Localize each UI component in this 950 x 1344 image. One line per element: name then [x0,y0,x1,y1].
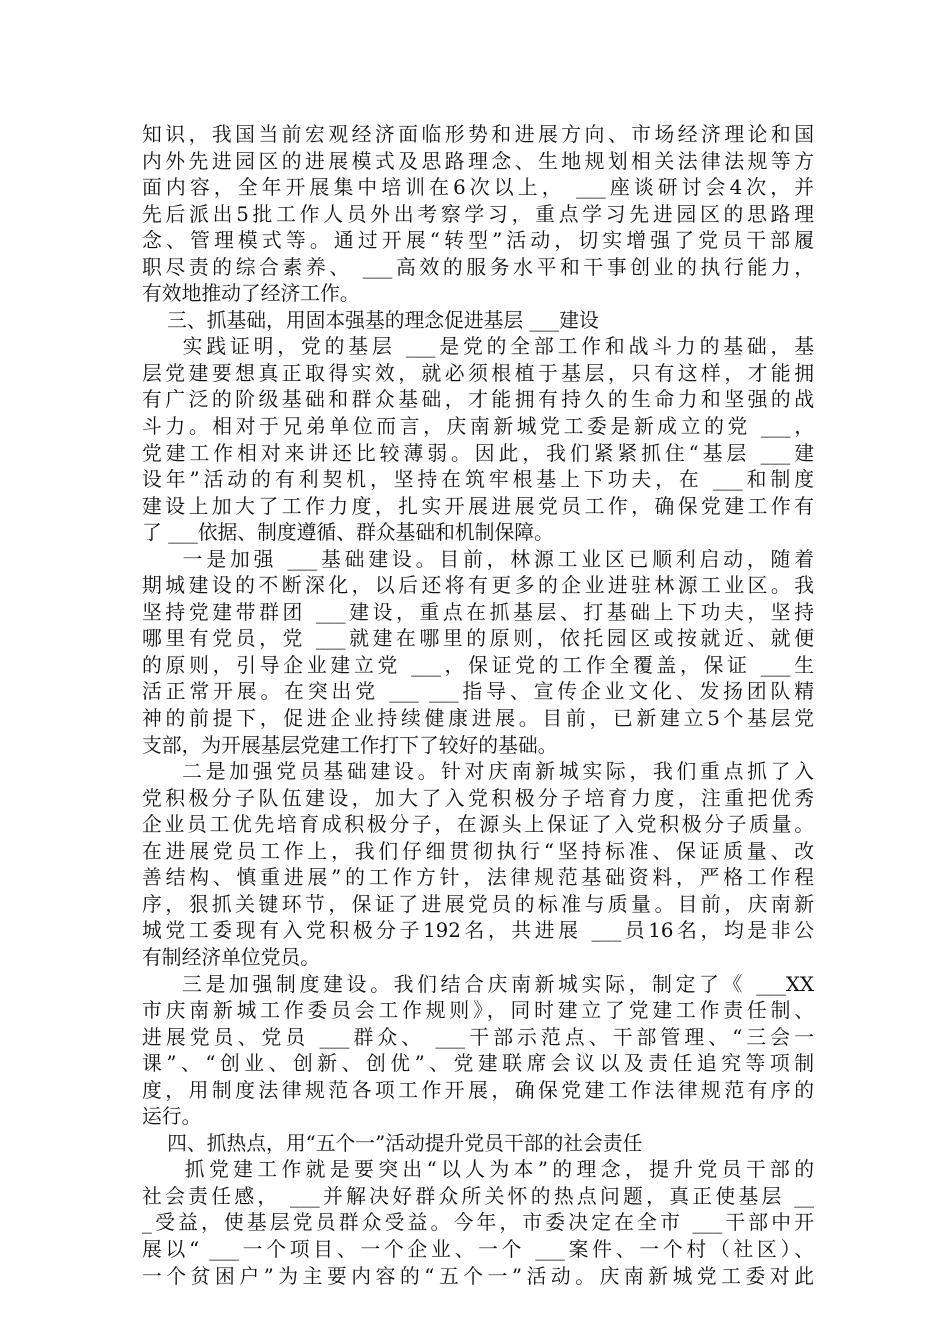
text-line: 先后派出5批工作人员外出考察学习，重点学习先进园区的思路理 [142,202,814,226]
text-line: 社会责任感， ___并解决好群众所关怀的热点问题，真正使基层 __ [142,1184,814,1208]
text-line: 有效地推动了经济工作。 [142,282,360,306]
text-line: 内外先进园区的进展模式及思路理念、生地规划相关法律法规等方 [142,149,814,173]
text-line: 一是加强 ___基础建设。目前，林源工业区已顺利启动，随着 [142,547,814,571]
text-line: 职尽责的综合素养、 ___高效的服务水平和干事创业的执行能力， [142,255,814,279]
text-line: 设年”活动的有利契机，坚持在筑牢根基上下功夫，在 ___和制度 [142,468,814,492]
text-line: 二是加强党员基础建设。针对庆南新城实际，我们重点抓了入 [142,760,814,784]
text-line: 有制经济单位党员。 [142,945,321,969]
text-line: 念、管理模式等。通过开展“转型”活动，切实增强了党员干部履 [142,229,814,253]
text-line: 建设上加大了工作力度，扎实开展进展党员工作，确保党建工作有 [142,494,814,518]
text-line: 有广泛的阶级基础和群众基础，才能拥有持久的生命力和坚强的战 [142,388,814,412]
text-line: 了 ___依据、制度遵循、群众基础和机制保障。 [142,521,554,545]
text-line: 善结构、慎重进展”的工作方针，法律规范基础资料，严格工作程 [142,866,814,890]
text-line: 党建工作相对来讲还比较薄弱。因此，我们紧紧抓住“基层 ___建 [142,441,814,465]
text-line: 党积极分子队伍建设，加大了入党积极分子培育力度，注重把优秀 [142,786,814,810]
text-line: 在进展党员工作上，我们仔细贯彻执行“坚持标准、保证质量、改 [142,839,814,863]
section-heading: 四、抓热点，用“五个一”活动提升党员干部的社会责任 [142,1131,643,1155]
text-line: _受益，使基层党员群众受益。今年，市委决定在全市 ___干部中开 [142,1211,814,1235]
text-line: 活正常开展。在突出党 ___ ___指导、宣传企业文化、发扬团队精 [142,680,814,704]
text-line: 三是加强制度建设。我们结合庆南新城实际，制定了《 ___XX [142,972,814,996]
text-line: 知识，我国当前宏观经济面临形势和进展方向、市场经济理论和国 [142,123,814,146]
text-line: 市庆南新城工作委员会工作规则》，同时建立了党建工作责任制、 [142,999,814,1023]
text-line: 抓党建工作就是要突出“以人为本”的理念，提升党员干部的 [142,1158,814,1182]
text-line: 层党建要想真正取得实效，就必须根植于基层，只有这样，才能拥 [142,361,814,385]
text-line: 的原则，引导企业建立党 ___，保证党的工作全覆盖，保证 ___生 [142,653,814,677]
text-line: 哪里有党员，党 ___就建在哪里的原则，依托园区或按就近、就便 [142,627,814,651]
text-line: 实践证明，党的基层 ___是党的全部工作和战斗力的基础，基 [142,335,814,359]
text-line: 企业员工优先培育成积极分子，在源头上保证了入党积极分子质量。 [142,813,814,837]
document-page [142,122,814,1290]
text-line: 支部，为开展基层党建工作打下了较好的基础。 [142,733,558,757]
text-line: 神的前提下，促进企业持续健康进展。目前，已新建立5个基层党 [142,707,814,731]
text-line: 城党工委现有入党积极分子192名，共进展 ___员16名，均是非公 [142,919,814,943]
section-heading: 三、抓基础，用固本强基的理念促进基层 ___建设 [142,308,599,332]
text-line: 运行。 [142,1105,202,1129]
text-line: 课”、“创业、创新、创优”、党建联席会议以及责任追究等项制 [142,1052,814,1076]
text-line: 一个贫困户”为主要内容的“五个一”活动。庆南新城党工委对此 [142,1264,814,1288]
text-line: 进展党员、党员 ___群众、 ___干部示范点、干部管理、“三会一 [142,1025,814,1049]
text-line: 序，狠抓关键环节，保证了进展党员的标准与质量。目前，庆南新 [142,892,814,916]
text-line: 坚持党建带群团 ___建设，重点在抓基层、打基础上下功夫，坚持 [142,600,814,624]
text-line: 期城建设的不断深化，以后还将有更多的企业进驻林源工业区。我 [142,574,814,598]
text-line: 斗力。相对于兄弟单位而言，庆南新城党工委是新成立的党 ___， [142,415,814,439]
text-line: 面内容，全年开展集中培训在6次以上， ___座谈研讨会4次，并 [142,176,814,200]
text-line: 展以“ ___一个项目、一个企业、一个 ___案件、一个村（社区）、 [142,1237,814,1261]
text-line: 度，用制度法律规范各项工作开展，确保党建工作法律规范有序的 [142,1078,814,1102]
